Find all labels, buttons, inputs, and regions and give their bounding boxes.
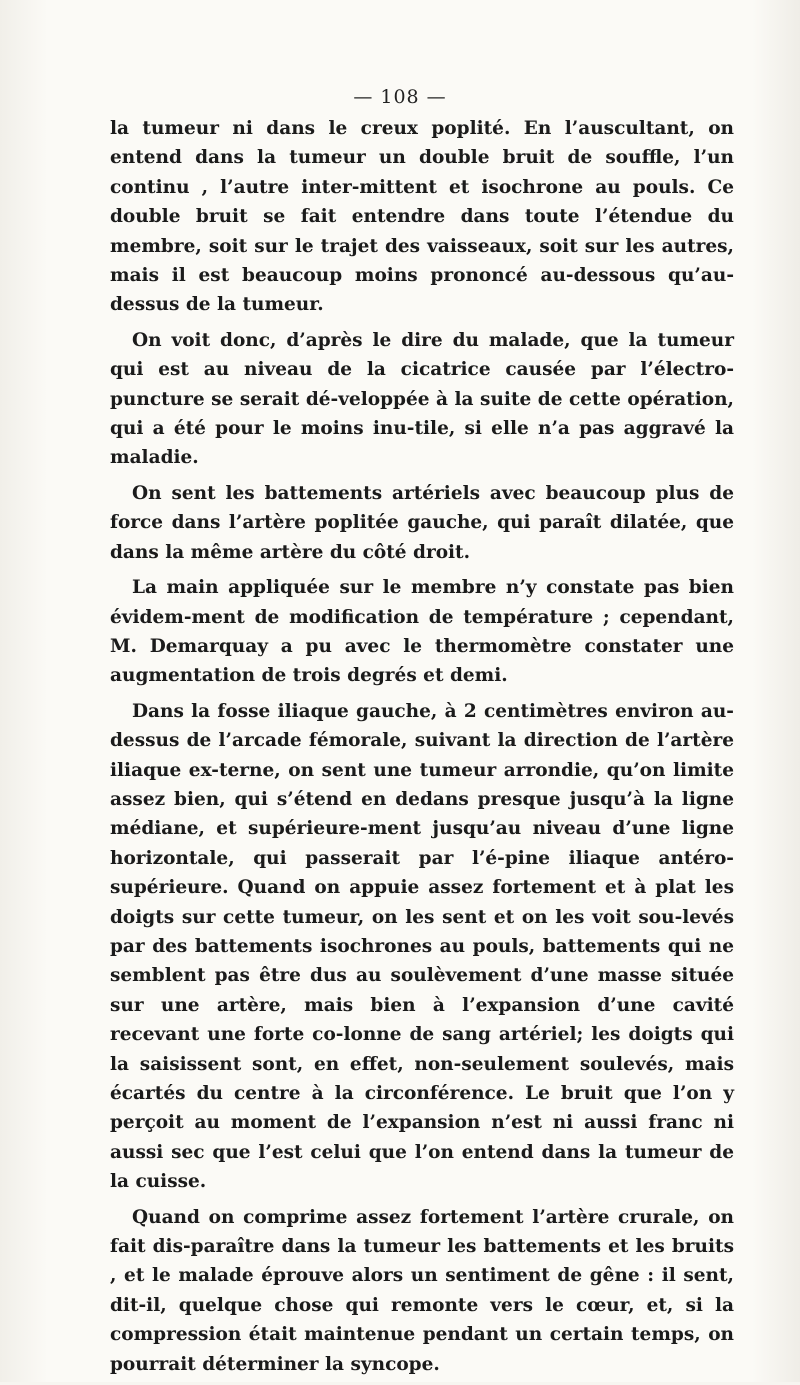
paragraph-1: la tumeur ni dans le creux poplité. En l’auscultant, on entend dans la tumeur un double bruit de souffle, l’un continu , l’autre inter-mittent et isochrone au pouls. Ce double bruit se fait entendre dans toute l’étendue du membre, soit sur le trajet des vaisseaux, soit sur les autres, mais il est beaucoup moins prononcé au-dessous qu’au-dessus de la tumeur.	[110, 118, 734, 316]
paragraph-6: Quand on comprime assez fortement l’artère crurale, on fait dis-paraître dans la tumeur les battements et les bruits , et le malade éprouve alors un sentiment de gêne : il sent, dit-il, quelque chose qui remonte vers le cœur, et, si la compression était maintenue pendant un certain temps, on pourrait déterminer la syncope.	[110, 1206, 734, 1375]
paragraph-2: On voit donc, d’après le dire du malade, que la tumeur qui est au niveau de la cicatrice causée par l’électro-puncture se serait dé-veloppée à la suite de cette opération, qui a été pour le moins inu-tile, si elle n’a pas aggravé la maladie.	[110, 329, 734, 469]
paragraph-3: On sent les battements artériels avec beaucoup plus de force dans l’artère poplitée gauche, qui paraît dilatée, que dans la même artère du côté droit.	[110, 482, 734, 563]
paragraph-4: La main appliquée sur le membre n’y constate pas bien évidem-ment de modification de température ; cependant, M. Demarquay a pu avec le thermomètre constater une augmentation de trois degrés et demi.	[110, 577, 734, 687]
page-number: — 108 —	[353, 86, 447, 108]
paragraph-5: Dans la fosse iliaque gauche, à 2 centimètres environ au-dessus de l’arcade fémorale, suivant la direction de l’artère iliaque ex-terne, on sent une tumeur arrondie, qu’on limite assez bien, qui s’étend en dedans presque jusqu’à la ligne médiane, et supérieure-ment jusqu’au niveau d’une ligne horizontale, qui passerait par l’é-pine iliaque antéro-supérieure. Quand on appuie assez fortement et à plat les doigts sur cette tumeur, on les sent et on les voit sou-levés par des battements isochrones au pouls, battements qui ne semblent pas être dus au soulèvement d’une masse située sur une artère, mais bien à l’expansion d’une cavité recevant une forte co-lonne de sang artériel; les doigts qui la saisissent sont, en effet, non-seulement soulevés, mais écartés du centre à la circonférence. Le bruit que l’on y perçoit au moment de l’expansion n’est ni aussi franc ni aussi sec que l’est celui que l’on entend dans la tumeur de la cuisse.	[110, 700, 734, 1193]
body-text	[110, 114, 734, 1385]
